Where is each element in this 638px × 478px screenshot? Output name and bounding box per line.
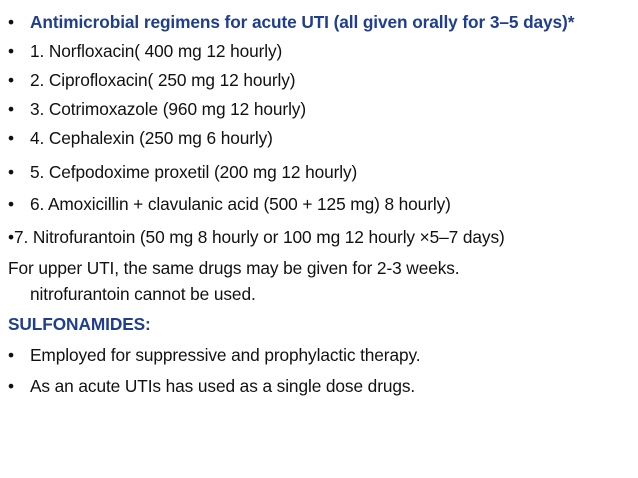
bullet-dot: • xyxy=(8,41,14,61)
regimen-item-cephalexin: 4. Cephalexin (250 mg 6 hourly) xyxy=(30,128,273,148)
regimen-item-cotrimoxazole: 3. Cotrimoxazole (960 mg 12 hourly) xyxy=(30,99,307,119)
sulfonamide-item-single-dose: As an acute UTIs has used as a single dose drugs. xyxy=(30,376,416,396)
bullet-dot: • xyxy=(8,194,14,214)
bullet-dot: • xyxy=(8,345,14,365)
regimen-item-cefpodoxime: 5. Cefpodoxime proxetil (200 mg 12 hourly) xyxy=(30,162,358,182)
bullet-dot: • xyxy=(8,12,14,32)
regimen-item-amoxicillin: 6. Amoxicillin + clavulanic acid (500 + 125 mg) 8 hourly) xyxy=(30,194,451,214)
regimen-item-ciprofloxacin: 2. Ciprofloxacin( 250 mg 12 hourly) xyxy=(30,70,296,90)
regimen-item-norfloxacin: 1. Norfloxacin( 400 mg 12 hourly) xyxy=(30,41,283,61)
upper-uti-note-line1: For upper UTI, the same drugs may be given for 2-3 weeks. xyxy=(8,258,460,278)
regimens-heading: Antimicrobial regimens for acute UTI (all given orally for 3–5 days)* xyxy=(30,12,575,32)
bullet-dot: • xyxy=(8,162,14,182)
bullet-dot: • xyxy=(8,70,14,90)
sulfonamides-heading: SULFONAMIDES: xyxy=(8,314,151,334)
bullet-dot: • xyxy=(8,128,14,148)
regimen-item-nitrofurantoin: •7. Nitrofurantoin (50 mg 8 hourly or 100 mg 12 hourly ×5–7 days) xyxy=(8,227,505,247)
bullet-dot: • xyxy=(8,99,14,119)
bullet-dot: • xyxy=(8,376,14,396)
sulfonamide-item-suppressive: Employed for suppressive and prophylactic therapy. xyxy=(30,345,421,365)
upper-uti-note-line2: nitrofurantoin cannot be used. xyxy=(30,284,256,304)
